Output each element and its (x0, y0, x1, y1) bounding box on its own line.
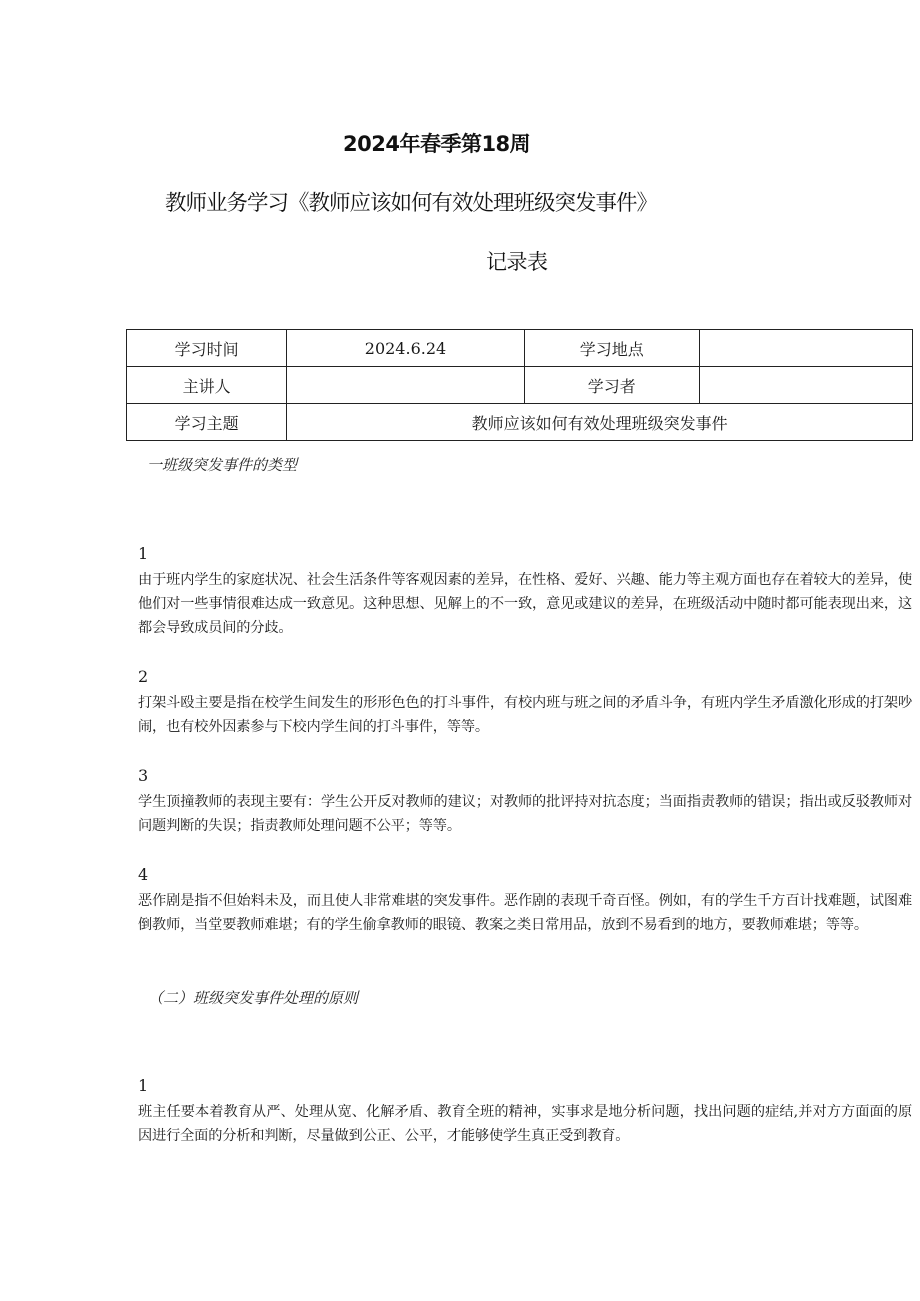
item-number: 1 (138, 544, 149, 563)
study-location-label: 学习地点 (524, 330, 699, 367)
item-paragraph: 打架斗殴主要是指在校学生间发生的形形色色的打斗事件，有校内班与班之间的矛盾斗争，有班内学生矛盾激化形成的打架吵闹，也有校外因素参与下校内学生间的打斗事件，等等。 (138, 695, 912, 735)
item-paragraph: 班主任要本着教育从严、处理从宽、化解矛盾、教育全班的精神，实事求是地分析问题，找出问题的症结,并对方方面面的原因进行全面的分析和判断，尽量做到公正、公平，才能够使学生真正受到教育。 (138, 1104, 912, 1144)
item-number: 2 (138, 667, 149, 686)
item-number: 4 (138, 865, 149, 884)
table-row (127, 330, 913, 367)
item-paragraph: 由于班内学生的家庭状况、社会生活条件等客观因素的差异，在性格、爱好、兴趣、能力等主观方面也存在着较大的差异，使他们对一些事情很难达成一致意见。这种思想、见解上的不一致，意见或建议的差异，在班级活动中随时都可能表现出来，这都会导致成员间的分歧。 (138, 572, 912, 636)
record-table (126, 329, 913, 441)
table-row (127, 404, 913, 441)
study-location-value (699, 330, 912, 367)
item-paragraph: 恶作剧是指不但始料未及，而且使人非常难堪的突发事件。恶作剧的表现千奇百怪。例如，有的学生千方百计找难题，试图难倒教师，当堂要教师难堪；有的学生偷拿教师的眼镜、教案之类日常用品，放到不易看到的地方，要教师难堪；等等。 (138, 893, 912, 933)
document-title-line2: 教师业务学习《教师应该如何有效处理班级突发事件》 (165, 191, 658, 216)
document-title-line3: 记录表 (486, 250, 548, 274)
item-number: 1 (138, 1076, 149, 1095)
section2-heading: （二）班级突发事件处理的原则 (148, 989, 359, 1007)
study-time-label: 学习时间 (127, 330, 287, 367)
learner-label: 学习者 (524, 367, 699, 404)
item-number: 3 (138, 766, 149, 785)
document-title-line1: 2024年春季第18周 (343, 132, 531, 156)
learner-value (699, 367, 912, 404)
study-topic-value: 教师应该如何有效处理班级突发事件 (287, 404, 913, 441)
section1-heading: 一班级突发事件的类型 (147, 456, 298, 474)
item-paragraph: 学生顶撞教师的表现主要有：学生公开反对教师的建议；对教师的批评持对抗态度；当面指责教师的错误；指出或反驳教师对问题判断的失误；指责教师处理问题不公平；等等。 (138, 794, 912, 834)
table-row (127, 367, 913, 404)
speaker-label: 主讲人 (127, 367, 287, 404)
study-topic-label: 学习主题 (127, 404, 287, 441)
speaker-value (287, 367, 524, 404)
study-time-value: 2024.6.24 (287, 330, 524, 367)
